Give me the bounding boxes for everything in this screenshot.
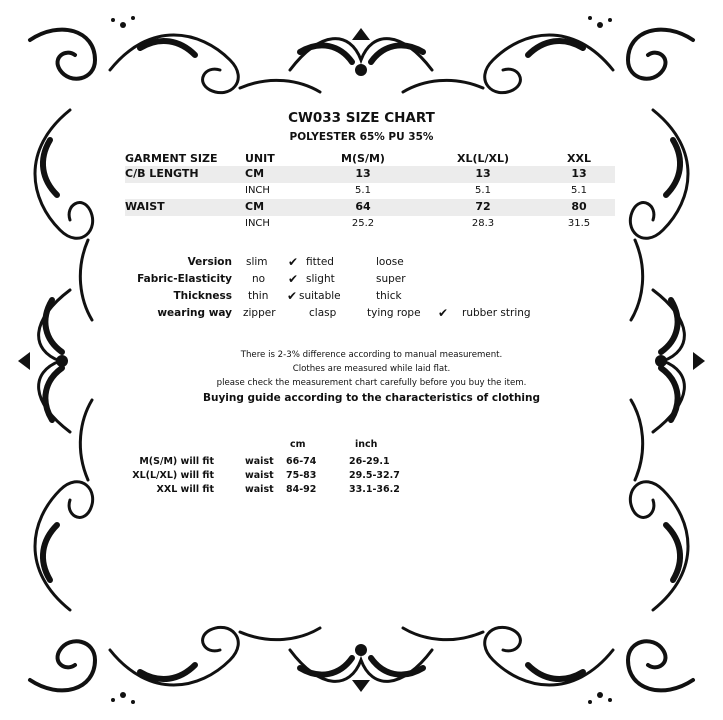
chart-title: CW033 SIZE CHART [288,110,435,126]
char-option: zipper [243,307,276,319]
row-unit: INCH [245,217,270,229]
row-unit: INCH [245,184,270,196]
row-label [125,216,245,233]
fit-row-cm: 66-74 [286,456,317,467]
fit-row-cm: 84-92 [286,484,317,495]
row-value: 13 [423,166,543,183]
row-label [125,183,245,200]
row-unit: CM [245,199,303,216]
row-value: 72 [423,199,543,216]
fit-header-inch: inch [355,439,378,450]
header-unit: UNIT [245,152,275,165]
char-option: slight [306,273,335,285]
fit-row-cm: 75-83 [286,470,317,481]
char-label-thickness: Thickness [173,290,232,302]
table-row [125,183,615,200]
char-option: fitted [306,256,334,268]
note-line: There is 2-3% difference according to manual measurement. [240,350,503,360]
char-option: thick [376,290,402,302]
table-row [125,199,615,216]
char-option: clasp [309,307,337,319]
size-table [125,151,615,232]
char-option: super [376,273,406,285]
char-option: tying rope [367,307,421,319]
char-option: loose [376,256,404,268]
check-mark-icon: ✔ [288,272,299,286]
check-mark-icon: ✔ [287,289,298,303]
material-composition: POLYESTER 65% PU 35% [289,131,434,143]
char-option: no [252,273,266,285]
char-label-fabric-elasticity: Fabric-Elasticity [137,273,232,285]
header-garment-size: GARMENT SIZE [125,152,218,165]
row-value: 13 [543,166,615,183]
table-row [125,216,615,233]
char-option: suitable [299,290,341,302]
fit-row-label: XXL will fit [156,484,214,495]
row-value: 5.1 [475,184,491,196]
fit-row-inch: 26-29.1 [349,456,390,467]
fit-row-part: waist [245,484,274,495]
check-mark-icon: ✔ [288,255,299,269]
size-table-header [125,151,615,166]
char-option: rubber string [462,307,531,319]
row-value: 5.1 [571,184,587,196]
fit-row-label: M(S/M) will fit [139,456,214,467]
note-line: please check the measurement chart carefully before you buy the item. [216,378,527,388]
table-row [125,166,615,183]
fit-row-part: waist [245,470,274,481]
note-line: Clothes are measured while laid flat. [292,364,451,374]
check-mark-icon: ✔ [438,306,449,320]
char-label-wearing-way: wearing way [157,307,232,319]
row-value: 25.2 [351,217,375,229]
buying-guide-heading: Buying guide according to the characteristics of clothing [202,392,541,404]
row-value: 28.3 [471,217,495,229]
row-value: 80 [543,199,615,216]
fit-row-label: XL(L/XL) will fit [132,470,214,481]
fit-row-part: waist [245,456,274,467]
row-value: 5.1 [355,184,371,196]
char-option: slim [246,256,268,268]
fit-row-inch: 29.5-32.7 [349,470,400,481]
row-value: 31.5 [567,217,591,229]
header-size: XXL [567,152,591,165]
fit-header-cm: cm [290,439,306,450]
fit-row-inch: 33.1-36.2 [349,484,400,495]
row-value: 13 [303,166,423,183]
char-option: thin [248,290,269,302]
char-label-version: Version [187,256,232,268]
row-label: WAIST [125,199,245,216]
row-unit: CM [245,166,303,183]
header-size: M(S/M) [341,152,385,165]
header-size: XL(L/XL) [456,152,510,165]
row-value: 64 [303,199,423,216]
row-label: C/B LENGTH [125,166,245,183]
